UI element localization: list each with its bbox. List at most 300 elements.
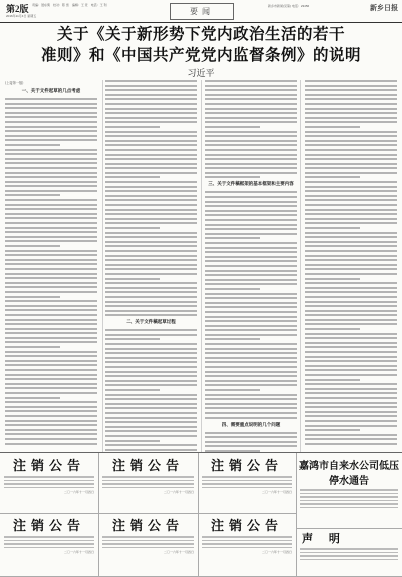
text-line (305, 209, 397, 211)
text-line (205, 329, 297, 331)
text-line (305, 278, 360, 280)
text-line (5, 273, 97, 275)
text-line (305, 186, 397, 188)
notice-title: 注销公告 (12, 459, 85, 474)
text-line (5, 397, 60, 399)
text-line (5, 387, 97, 389)
newspaper-name: 新乡日报 (370, 3, 398, 12)
text-line (305, 411, 397, 413)
text-line (105, 366, 197, 368)
text-line (205, 135, 297, 137)
text-line (105, 264, 197, 266)
text-line (105, 121, 197, 123)
text-line (105, 245, 197, 247)
column-1 (5, 80, 97, 452)
masthead (0, 0, 402, 23)
text-line (305, 245, 397, 247)
text-line (5, 291, 97, 293)
text-line (205, 117, 297, 119)
text-line (205, 371, 297, 373)
text-line (105, 163, 197, 165)
text-line (105, 384, 197, 386)
text-line (305, 163, 397, 165)
text-line (305, 268, 397, 270)
text-line (5, 346, 60, 348)
text-line (105, 278, 160, 280)
text-line (5, 199, 97, 201)
text-line (305, 103, 397, 105)
text-line (5, 194, 60, 196)
text-line (205, 247, 297, 249)
text-line (305, 273, 397, 275)
text-line (105, 213, 197, 215)
text-line (5, 374, 97, 376)
text-line (305, 319, 397, 321)
text-line (5, 162, 97, 164)
text-line (5, 424, 97, 426)
text-line (105, 440, 160, 442)
text-line (105, 80, 197, 82)
text-line (105, 186, 197, 188)
text-line (105, 435, 197, 437)
text-line (205, 311, 297, 313)
text-line (305, 420, 397, 422)
text-line (305, 140, 397, 142)
text-line (105, 361, 197, 363)
text-line (105, 426, 197, 428)
notice-ad (198, 513, 297, 577)
text-line (305, 236, 397, 238)
text-line (105, 241, 197, 243)
article-headline (4, 23, 398, 65)
text-line (5, 227, 97, 229)
notice-title: 注销公告 (111, 459, 184, 474)
text-line (105, 255, 197, 257)
text-line (105, 430, 197, 432)
text-line (5, 259, 97, 261)
text-line (5, 121, 97, 123)
text-line (305, 121, 397, 123)
text-line (105, 371, 197, 373)
text-line (205, 233, 297, 235)
text-line (5, 406, 97, 408)
text-line (105, 103, 197, 105)
text-line (5, 107, 97, 109)
text-line (205, 144, 297, 146)
text-line (205, 228, 297, 230)
text-line (5, 341, 97, 343)
text-line (205, 214, 297, 216)
text-line (5, 176, 97, 178)
text-line (5, 360, 97, 362)
text-line (105, 412, 197, 414)
text-line (5, 149, 97, 151)
text-line (305, 112, 397, 114)
text-line (5, 204, 97, 206)
water-notice-ad (296, 453, 402, 529)
text-line (105, 140, 197, 142)
text-line (5, 323, 97, 325)
text-line (205, 441, 297, 443)
text-line (205, 85, 297, 87)
text-line (105, 301, 197, 303)
text-line (105, 149, 197, 151)
text-line (105, 407, 197, 409)
text-line (5, 190, 97, 192)
text-line (205, 398, 297, 400)
text-line (305, 369, 397, 371)
text-line (205, 149, 297, 151)
text-line (105, 305, 197, 307)
masthead-right-meta: 新乡市新闻(见第) 电话：23456 (268, 4, 310, 8)
statement-ad (296, 528, 402, 577)
text-line (205, 384, 297, 386)
notice-title: 注销公告 (210, 519, 283, 534)
text-line (305, 232, 397, 234)
text-line (5, 181, 97, 183)
text-line (105, 338, 160, 340)
text-line (205, 357, 297, 359)
text-line (105, 291, 197, 293)
notice-date: 二〇一六年十一月四日 (261, 550, 292, 554)
text-line (305, 94, 397, 96)
text-line (105, 357, 197, 359)
text-line (305, 397, 397, 399)
text-line (5, 222, 97, 224)
notice-ad (98, 513, 199, 577)
text-line (205, 274, 297, 276)
text-line (205, 201, 297, 203)
text-line (105, 394, 197, 396)
text-line (105, 94, 197, 96)
text-line (5, 286, 97, 288)
column-2 (105, 80, 197, 452)
text-line (305, 149, 397, 151)
text-line (5, 263, 97, 265)
text-line (305, 199, 397, 201)
text-line (105, 334, 197, 336)
text-line (105, 348, 197, 350)
text-line (5, 126, 97, 128)
text-line (5, 240, 97, 242)
text-line (205, 158, 297, 160)
text-line (205, 270, 297, 272)
text-line (105, 89, 197, 91)
text-line (5, 300, 97, 302)
text-line (205, 343, 297, 345)
text-line (5, 309, 97, 311)
text-line (105, 282, 197, 284)
text-line (205, 251, 297, 253)
subhead-2: 二、关于文件稿起草过程 (126, 320, 176, 326)
text-line (105, 310, 197, 312)
text-line (205, 126, 260, 128)
text-line (105, 190, 197, 192)
text-line (105, 287, 197, 289)
text-line (105, 172, 197, 174)
advertisements (0, 452, 402, 576)
text-line (205, 407, 297, 409)
notice-title: 注销公告 (12, 519, 85, 534)
notice-ad (98, 453, 199, 514)
text-line (5, 130, 97, 132)
text-line (305, 117, 397, 119)
text-line (5, 185, 97, 187)
text-line (5, 158, 97, 160)
text-line (205, 237, 260, 239)
text-line (205, 325, 297, 327)
column-3 (205, 80, 297, 452)
text-line (205, 260, 297, 262)
text-line (305, 126, 360, 128)
subhead-4: 四、需要重点说明的几个问题 (221, 422, 281, 428)
text-line (105, 250, 197, 252)
text-line (105, 131, 197, 133)
text-line (305, 176, 360, 178)
text-line (105, 329, 197, 331)
text-line (305, 305, 397, 307)
text-line (205, 432, 297, 434)
text-line (205, 403, 297, 405)
text-line (305, 323, 397, 325)
text-line (305, 379, 360, 381)
text-line (105, 98, 197, 100)
text-line (105, 398, 197, 400)
text-line (205, 80, 297, 82)
text-line (5, 369, 97, 371)
text-line (105, 421, 197, 423)
text-line (105, 352, 197, 354)
text-line (305, 425, 397, 427)
text-line (205, 112, 297, 114)
text-line (105, 222, 197, 224)
text-line (305, 333, 397, 335)
text-line (5, 112, 97, 114)
text-line (5, 319, 97, 321)
text-line (105, 273, 197, 275)
text-line (5, 98, 97, 100)
text-line (105, 218, 197, 220)
subhead-3: 三、关于文件稿框架的基本框架和主要内容 (208, 182, 294, 188)
text-line (305, 374, 397, 376)
text-line (5, 332, 97, 334)
text-line (5, 213, 97, 215)
text-line (5, 305, 97, 307)
text-line (5, 420, 97, 422)
text-line (305, 98, 397, 100)
text-line (305, 135, 397, 137)
column-divider (201, 80, 202, 452)
text-line (305, 89, 397, 91)
notice-date: 二〇一六年十一月四日 (163, 490, 194, 494)
text-line (105, 232, 197, 234)
text-line (5, 392, 97, 394)
text-line (305, 108, 397, 110)
subhead-1: 一、关于文件起草的几点考虑 (21, 89, 81, 94)
text-line (305, 227, 360, 229)
text-line (305, 356, 397, 358)
text-line (5, 433, 97, 435)
text-line (5, 364, 97, 366)
text-line (205, 140, 297, 142)
text-line (305, 406, 397, 408)
text-line (105, 158, 197, 160)
text-line (305, 80, 397, 82)
text-line (5, 254, 97, 256)
text-line (305, 250, 397, 252)
text-line (205, 176, 260, 178)
text-line (305, 190, 397, 192)
text-line (5, 172, 97, 174)
text-line (305, 282, 397, 284)
text-line (205, 375, 297, 377)
text-line (5, 401, 97, 403)
text-line (205, 172, 297, 174)
text-line (5, 135, 97, 137)
text-line (105, 117, 197, 119)
issue-date: 2016年11月4日 星期五 (6, 14, 37, 18)
text-line (205, 338, 260, 340)
text-line (5, 328, 97, 330)
text-line (305, 181, 397, 183)
text-line (305, 172, 397, 174)
text-line (305, 296, 397, 298)
column-divider (300, 80, 301, 452)
text-line (305, 351, 397, 353)
text-line (5, 167, 97, 169)
text-line (305, 392, 397, 394)
text-line (305, 438, 397, 440)
text-line (5, 337, 97, 339)
text-line (305, 131, 397, 133)
page-number: 第2版 (6, 4, 29, 14)
notice-date: 二〇一六年十一月四日 (163, 550, 194, 554)
text-line (205, 380, 297, 382)
text-line (5, 103, 97, 105)
text-line (305, 85, 397, 87)
text-line (305, 241, 397, 243)
text-line (5, 355, 97, 357)
text-line (105, 112, 197, 114)
text-line (205, 320, 297, 322)
text-line (105, 167, 197, 169)
text-line (305, 402, 397, 404)
water-notice-title: 嘉鸿市自来水公司低压停水通告 (299, 461, 399, 487)
text-line (5, 314, 97, 316)
text-line (305, 144, 397, 146)
text-line (305, 167, 397, 169)
text-line (305, 415, 397, 417)
text-line (205, 256, 297, 258)
notice-ad (198, 453, 297, 514)
text-line (105, 417, 197, 419)
text-line (5, 443, 97, 445)
text-line (105, 403, 197, 405)
text-line (5, 268, 97, 270)
text-line (305, 154, 397, 156)
text-line (105, 259, 197, 261)
text-line (105, 108, 197, 110)
notice-title: 注销公告 (210, 459, 283, 474)
text-line (205, 224, 297, 226)
text-line (305, 195, 397, 197)
text-line (205, 108, 297, 110)
text-line (205, 131, 297, 133)
text-line (305, 218, 397, 220)
text-line (205, 121, 297, 123)
text-line (205, 389, 260, 391)
notice-title: 注销公告 (111, 519, 184, 534)
text-line (305, 443, 397, 445)
text-line (5, 217, 97, 219)
text-line (205, 219, 297, 221)
text-line (305, 360, 397, 362)
text-line (205, 191, 297, 193)
text-line (5, 351, 97, 353)
text-line (305, 328, 360, 330)
notice-date: 二〇一六年十一月四日 (63, 490, 94, 494)
article-body (5, 80, 397, 452)
text-line (305, 213, 397, 215)
text-line (5, 282, 97, 284)
text-line (305, 314, 397, 316)
text-line (305, 346, 397, 348)
text-line (305, 287, 397, 289)
column-divider (102, 80, 103, 452)
text-line (205, 279, 297, 281)
text-line (205, 334, 297, 336)
text-line (205, 265, 297, 267)
text-line (205, 103, 297, 105)
text-line (205, 316, 297, 318)
text-line (5, 153, 97, 155)
text-line (305, 310, 397, 312)
text-line (5, 429, 97, 431)
text-line (105, 343, 197, 345)
text-line (105, 85, 197, 87)
text-line (105, 389, 160, 391)
text-line (5, 116, 97, 118)
notice-date: 二〇一六年十一月四日 (261, 490, 292, 494)
text-line (205, 412, 297, 414)
text-line (105, 144, 197, 146)
text-line (305, 158, 397, 160)
text-line (105, 375, 197, 377)
notice-ad (0, 513, 99, 577)
text-line (205, 98, 297, 100)
text-line (5, 410, 97, 412)
text-line (205, 302, 297, 304)
text-line (205, 348, 297, 350)
text-line (5, 144, 60, 146)
text-line (205, 196, 297, 198)
text-line (305, 264, 397, 266)
text-line (205, 163, 297, 165)
editor-note: (上接第一版) (5, 81, 24, 85)
masthead-meta: 责编：聂东隽 校对：陈 宽 编辑：王 竞 电话：王 利 (32, 3, 107, 7)
text-line (105, 268, 197, 270)
text-line (305, 434, 397, 436)
text-line (5, 231, 97, 233)
text-line (105, 181, 197, 183)
text-line (205, 297, 297, 299)
text-line (205, 154, 297, 156)
text-line (305, 204, 397, 206)
text-line (205, 242, 297, 244)
text-line (105, 154, 197, 156)
text-line (105, 204, 197, 206)
text-line (205, 89, 297, 91)
